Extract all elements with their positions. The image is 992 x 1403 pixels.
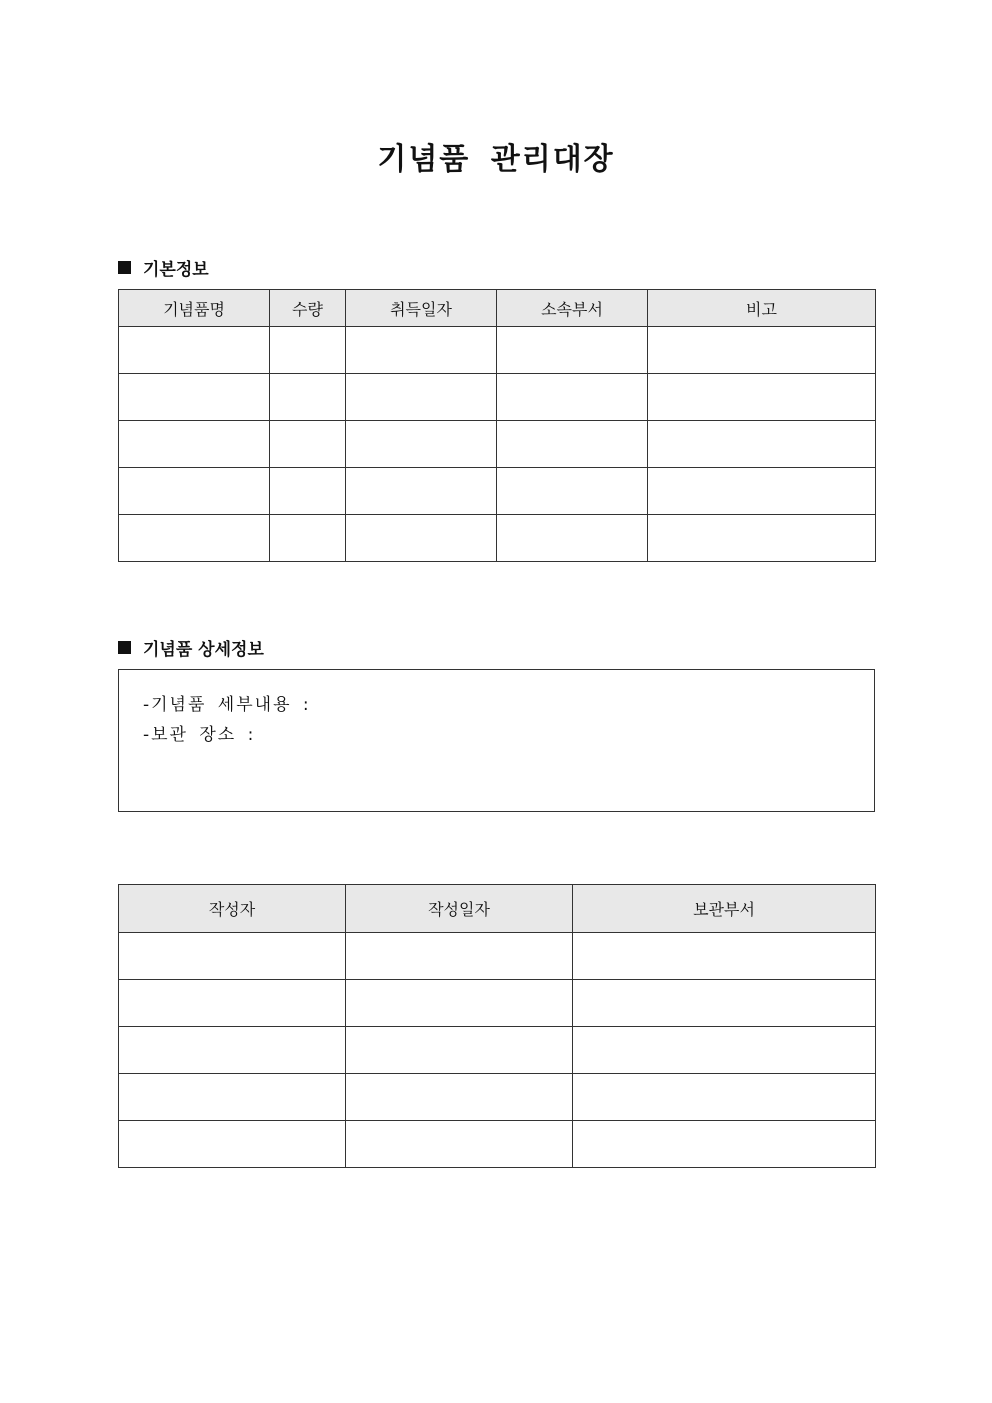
table-cell[interactable] (346, 421, 497, 468)
table-cell[interactable] (270, 421, 346, 468)
col-header-remarks: 비고 (648, 290, 876, 327)
table-row (119, 980, 876, 1027)
table-cell[interactable] (270, 515, 346, 562)
table-cell[interactable] (648, 374, 876, 421)
detail-info-heading (118, 635, 264, 660)
table-row (119, 515, 876, 562)
table-cell[interactable] (119, 515, 270, 562)
table-row (119, 468, 876, 515)
table-cell[interactable] (648, 421, 876, 468)
detail-info-heading-label: 기념품 상세정보 (143, 640, 264, 660)
table-cell[interactable] (573, 1074, 876, 1121)
detail-line-contents: -기념품 세부내용 : (143, 695, 311, 715)
col-header-written-date: 작성일자 (346, 885, 573, 933)
table-cell[interactable] (346, 515, 497, 562)
table-cell[interactable] (497, 374, 648, 421)
col-header-quantity: 수량 (270, 290, 346, 327)
square-bullet-icon (118, 641, 131, 654)
table-cell[interactable] (119, 421, 270, 468)
table-cell[interactable] (270, 374, 346, 421)
table-header-row (119, 290, 876, 327)
table-cell[interactable] (573, 1121, 876, 1168)
basic-info-table (118, 289, 876, 562)
col-header-department: 소속부서 (497, 290, 648, 327)
basic-info-heading-label: 기본정보 (143, 260, 209, 280)
table-cell[interactable] (119, 468, 270, 515)
table-row (119, 374, 876, 421)
table-cell[interactable] (648, 515, 876, 562)
table-cell[interactable] (119, 980, 346, 1027)
table-header-row (119, 885, 876, 933)
table-cell[interactable] (346, 933, 573, 980)
col-header-acquired-date: 취득일자 (346, 290, 497, 327)
table-cell[interactable] (346, 374, 497, 421)
table-cell[interactable] (573, 1027, 876, 1074)
col-header-name: 기념품명 (119, 290, 270, 327)
page-title: 기념품 관리대장 (377, 142, 615, 177)
table-cell[interactable] (648, 468, 876, 515)
square-bullet-icon (118, 261, 131, 274)
table-row (119, 1121, 876, 1168)
table-cell[interactable] (497, 327, 648, 374)
table-cell[interactable] (346, 1074, 573, 1121)
table-cell[interactable] (346, 1121, 573, 1168)
table-cell[interactable] (119, 1027, 346, 1074)
table-cell[interactable] (648, 327, 876, 374)
detail-info-box[interactable] (118, 669, 875, 812)
table-cell[interactable] (497, 515, 648, 562)
table-cell[interactable] (346, 327, 497, 374)
table-cell[interactable] (119, 1121, 346, 1168)
table-cell[interactable] (119, 933, 346, 980)
writer-info-table (118, 884, 876, 1168)
table-cell[interactable] (346, 980, 573, 1027)
table-row (119, 327, 876, 374)
table-row (119, 1027, 876, 1074)
table-cell[interactable] (573, 933, 876, 980)
table-row (119, 933, 876, 980)
detail-line-storage-location: -보관 장소 : (143, 725, 256, 745)
table-cell[interactable] (119, 1074, 346, 1121)
table-cell[interactable] (497, 421, 648, 468)
table-row (119, 421, 876, 468)
col-header-storage-department: 보관부서 (573, 885, 876, 933)
table-cell[interactable] (346, 468, 497, 515)
table-row (119, 1074, 876, 1121)
basic-info-heading (118, 255, 209, 280)
table-cell[interactable] (497, 468, 648, 515)
table-cell[interactable] (270, 468, 346, 515)
table-cell[interactable] (573, 980, 876, 1027)
table-cell[interactable] (119, 374, 270, 421)
table-cell[interactable] (346, 1027, 573, 1074)
table-cell[interactable] (270, 327, 346, 374)
table-cell[interactable] (119, 327, 270, 374)
col-header-writer: 작성자 (119, 885, 346, 933)
